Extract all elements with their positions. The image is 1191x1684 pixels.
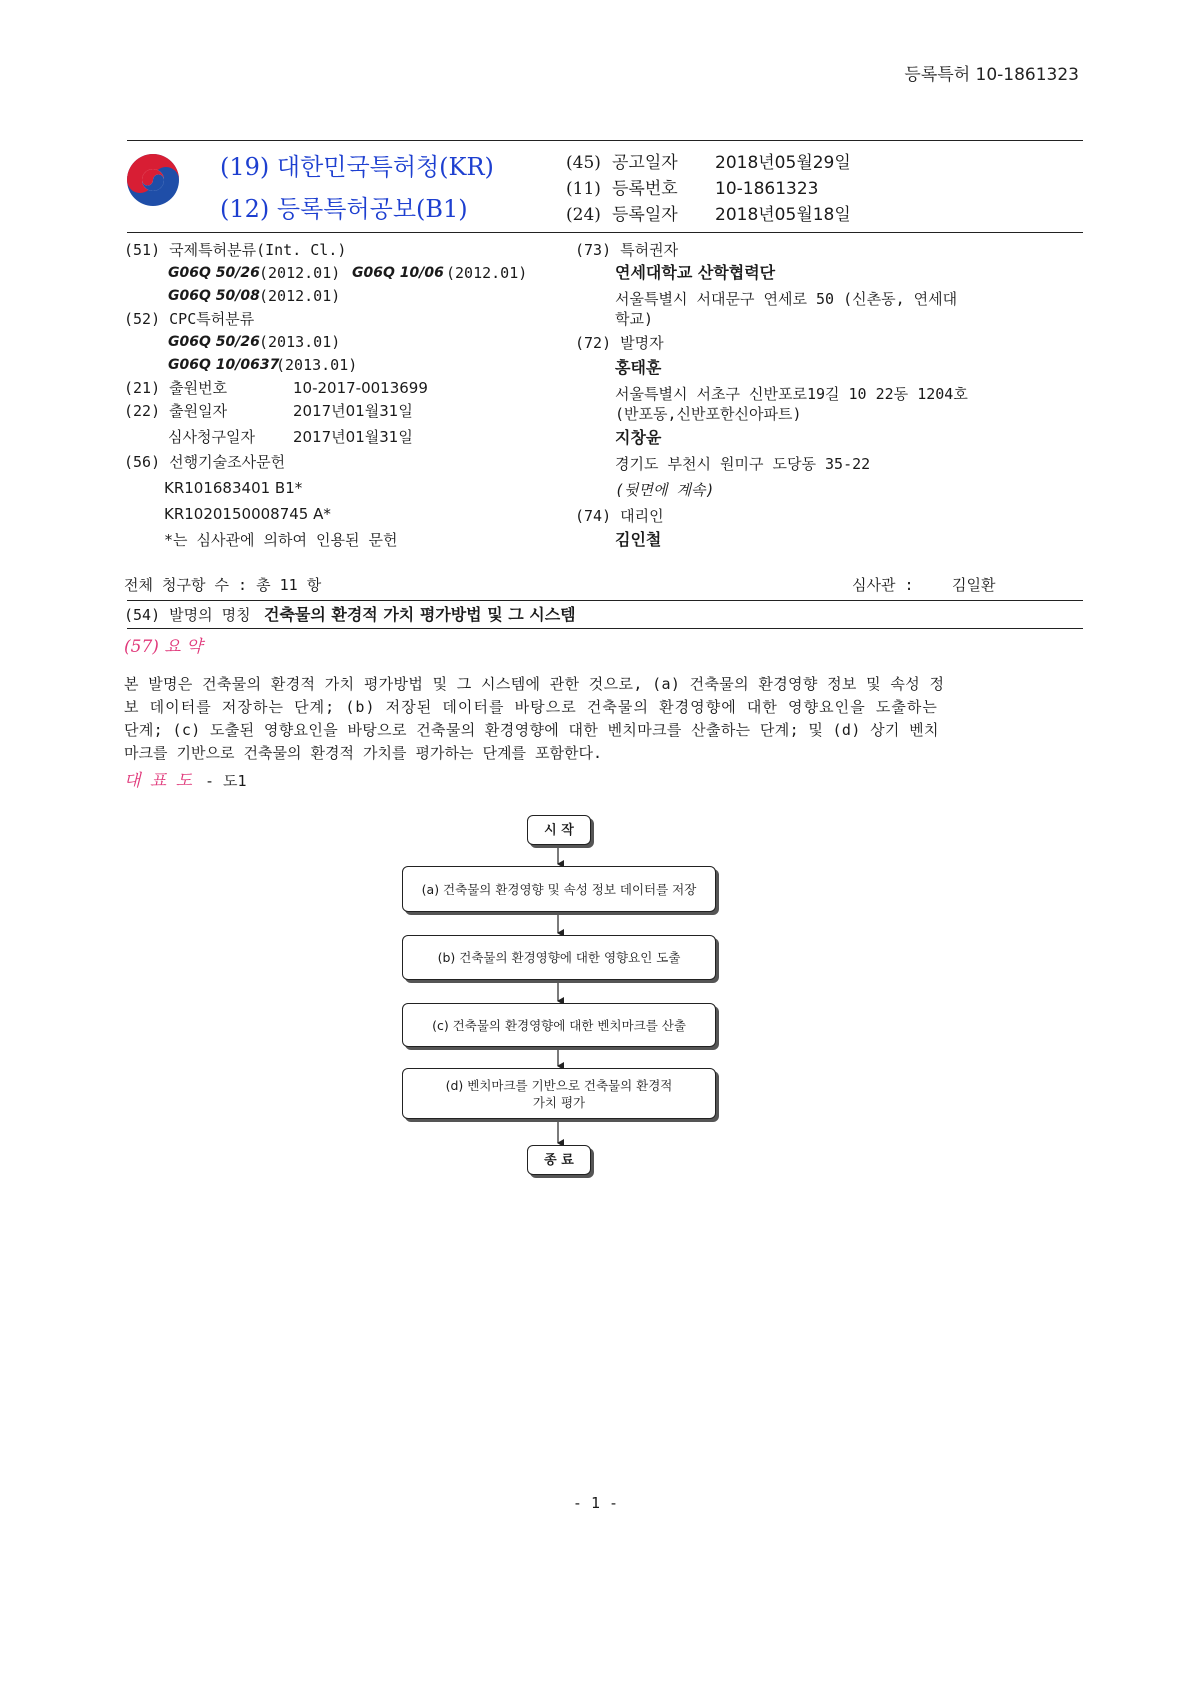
- pub-info-value: 2018년05월29일: [715, 153, 851, 173]
- ipc-title: (51) 국제특허분류(Int. Cl.): [124, 241, 347, 259]
- pub-info-code: (45): [566, 153, 601, 173]
- examiner-name: 김일환: [952, 576, 996, 594]
- flow-start-label: 시 작: [544, 822, 574, 838]
- continued-note: (뒷면에 계속): [615, 481, 715, 499]
- flow-step-c: [402, 1003, 716, 1047]
- prior-art-item: KR1020150008745 A*: [164, 505, 331, 523]
- flow-end: [527, 1145, 591, 1175]
- exam-request-label: 심사청구일자: [168, 428, 255, 446]
- patentee-title: (73) 특허권자: [575, 241, 679, 259]
- cpc-title: (52) CPC특허분류: [124, 310, 255, 328]
- patentee-name: 연세대학교 산학협력단: [615, 263, 776, 282]
- flow-step-label: (d) 벤치마크를 기반으로 건축물의 환경적: [445, 1077, 673, 1093]
- invention-title-label: (54) 발명의 명칭: [124, 606, 251, 624]
- total-claims: 전체 청구항 수 : 총 11 항: [124, 576, 322, 594]
- pub-info-value: 10-1861323: [715, 179, 819, 199]
- agent-title: (74) 대리인: [575, 507, 664, 525]
- application-date: 2017년01월31일: [293, 402, 413, 420]
- abstract-line: 본 발명은 건축물의 환경적 가치 평가방법 및 그 시스템에 관한 것으로, (a) 건축물의 환경영향 정보 및 속성 정: [124, 675, 945, 693]
- application-date-label: (22) 출원일자: [124, 402, 228, 420]
- cpc-date: (2013.01): [259, 333, 341, 351]
- publication-type: (12) 등록특허공보(B1): [220, 195, 468, 223]
- flow-step-d: [402, 1068, 716, 1119]
- patentee-address: 학교): [615, 310, 654, 328]
- pub-info-label: 등록번호: [612, 179, 678, 199]
- prior-art-title: (56) 선행기술조사문헌: [124, 453, 286, 471]
- pub-info-label: 등록일자: [612, 205, 678, 225]
- flow-step-label: (c) 건축물의 환경영향에 대한 벤치마크를 산출: [432, 1017, 686, 1033]
- inventor-address: (반포동,신반포한신아파트): [615, 405, 802, 423]
- examiner-label: 심사관 :: [852, 576, 914, 594]
- cpc-date: (2013.01): [276, 356, 358, 374]
- pub-info-code: (24): [566, 205, 601, 225]
- prior-art-item: KR101683401 B1*: [164, 479, 303, 497]
- office-name: (19) 대한민국특허청(KR): [220, 153, 494, 181]
- inventor-name: 홍태훈: [615, 358, 662, 377]
- document-number: 등록특허 10-1861323: [904, 65, 1079, 85]
- inventor-address: 서울특별시 서초구 신반포로19길 10 22동 1204호: [615, 385, 968, 403]
- flow-step-label: (b) 건축물의 환경영향에 대한 영향요인 도출: [437, 950, 681, 965]
- flow-end-label: 종 료: [544, 1152, 574, 1168]
- abstract-heading: (57) 요 약: [124, 637, 203, 657]
- ipc-date: (2012.01): [259, 264, 341, 282]
- prior-art-note: *는 심사관에 의하여 인용된 문헌: [164, 531, 398, 549]
- patentee-address: 서울특별시 서대문구 연세로 50 (신촌동, 연세대: [615, 290, 958, 308]
- page-number: - 1 -: [572, 1494, 619, 1512]
- flow-step-a: [402, 866, 716, 912]
- abstract-line: 단계; (c) 도출된 영향요인을 바탕으로 건축물의 환경영향에 대한 벤치마크를 산출하는 단계; 및 (d) 상기 벤치: [124, 721, 939, 739]
- abstract-line: 보 데이터를 저장하는 단계; (b) 저장된 데이터를 바탕으로 건축물의 환경영향에 대한 영향요인을 도출하는: [124, 698, 938, 716]
- application-number-label: (21) 출원번호: [124, 379, 228, 397]
- exam-request-date: 2017년01월31일: [293, 428, 413, 446]
- flow-start: [527, 815, 591, 845]
- flow-step-b: [402, 935, 716, 980]
- flow-step-label: 가치 평가: [532, 1094, 586, 1110]
- ipc-code: G06Q 50/26: [168, 265, 260, 281]
- ipc-date: (2012.01): [446, 264, 528, 282]
- abstract-line: 마크를 기반으로 건축물의 환경적 가치를 평가하는 단계를 포함한다.: [124, 744, 602, 762]
- flow-step-label: (a) 건축물의 환경영향 및 속성 정보 데이터를 저장: [421, 881, 697, 897]
- cpc-code: G06Q 10/0637: [168, 357, 280, 373]
- inventor-name: 지창윤: [615, 428, 662, 447]
- representative-figure-value: - 도1: [205, 772, 247, 790]
- ipc-code: G06Q 50/08: [168, 288, 260, 304]
- ipc-date: (2012.01): [259, 287, 341, 305]
- pub-info-label: 공고일자: [612, 153, 678, 173]
- representative-figure-label: 대 표 도: [124, 771, 195, 791]
- pub-info-code: (11): [566, 179, 601, 199]
- invention-title: 건축물의 환경적 가치 평가방법 및 그 시스템: [264, 605, 576, 624]
- inventor-title: (72) 발명자: [575, 334, 664, 352]
- agent-name: 김인철: [615, 530, 662, 549]
- pub-info-value: 2018년05월18일: [715, 205, 851, 225]
- cpc-code: G06Q 50/26: [168, 334, 260, 350]
- inventor-address: 경기도 부천시 원미구 도당동 35-22: [615, 455, 871, 473]
- ipc-code: G06Q 10/06: [352, 265, 444, 281]
- application-number: 10-2017-0013699: [293, 379, 428, 397]
